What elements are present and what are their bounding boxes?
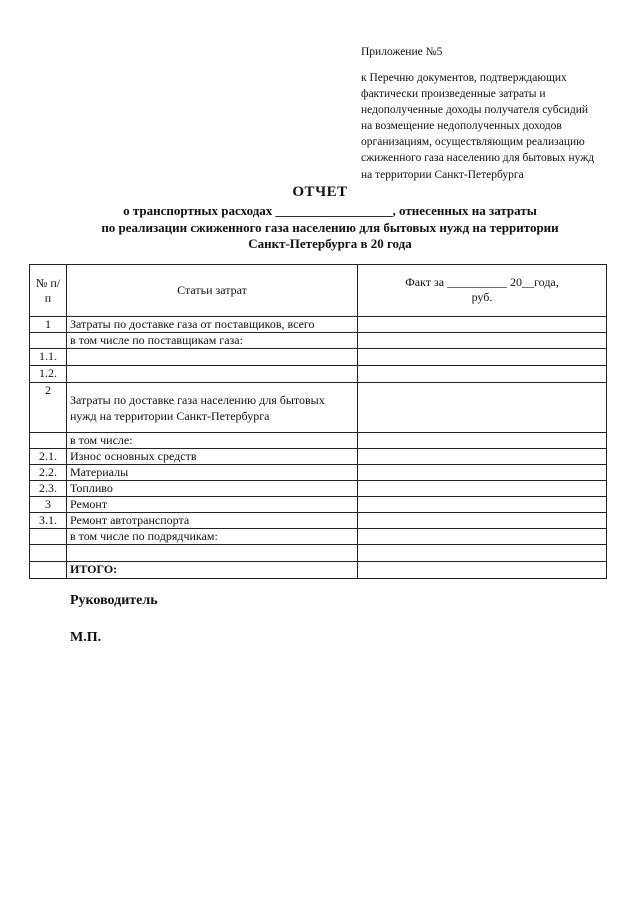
row-number: 2.1. xyxy=(30,449,67,465)
appendix-line: к Перечню документов, подтверждающих xyxy=(361,72,567,84)
subtitle-line: Санкт-Петербурга в 20 года xyxy=(248,236,412,251)
row-fact-cell xyxy=(358,562,607,579)
row-number: 3 xyxy=(30,497,67,513)
table-row xyxy=(30,513,607,529)
row-number xyxy=(30,433,67,449)
subtitle-line: по реализации сжиженного газа населению для бытовых нужд на территории xyxy=(101,219,559,235)
table-row xyxy=(30,333,607,349)
row-item: Затраты по доставке газа от поставщиков, всего xyxy=(67,317,358,333)
row-item-total: ИТОГО: xyxy=(67,562,358,579)
row-item xyxy=(67,366,358,383)
row-fact-cell xyxy=(358,529,607,545)
row-fact-cell xyxy=(358,449,607,465)
row-fact-cell xyxy=(358,317,607,333)
row-item: Ремонт автотранспорта xyxy=(67,513,358,529)
table-row-total xyxy=(30,562,607,579)
appendix-line: на территории Санкт-Петербурга xyxy=(361,168,524,181)
appendix-line: сжиженного газа населению для бытовых нужд xyxy=(361,152,595,165)
report-subtitle xyxy=(20,203,640,253)
subtitle-line: о транспортных расходах __________________, отнесенных на затраты xyxy=(123,203,537,218)
appendix-line: на возмещение недополученных доходов xyxy=(361,120,562,133)
row-item: Затраты по доставке газа населению для бытовых нужд на территории Санкт-Петербурга xyxy=(67,383,358,433)
row-fact-cell xyxy=(358,513,607,529)
signature-head-label: Руководитель xyxy=(70,593,158,608)
appendix-description xyxy=(361,70,623,183)
row-fact-cell xyxy=(358,366,607,383)
row-number: 2 xyxy=(30,383,67,433)
table-row xyxy=(30,449,607,465)
row-number: 3.1. xyxy=(30,513,67,529)
appendix-line: фактически произведенные затраты и xyxy=(361,88,546,101)
row-item xyxy=(67,349,358,366)
stamp-label: М.П. xyxy=(70,630,102,645)
fact-header-period: Факт за __________ 20__года, xyxy=(405,275,559,289)
table-row xyxy=(30,317,607,333)
row-number: 2.3. xyxy=(30,481,67,497)
appendix-number: Приложение №5 xyxy=(361,46,443,58)
table-header-row xyxy=(30,265,607,317)
row-item xyxy=(67,545,358,562)
column-header-item: Статьи затрат xyxy=(67,265,358,317)
table-row xyxy=(30,529,607,545)
table-row xyxy=(30,349,607,366)
table-row xyxy=(30,366,607,383)
table-row xyxy=(30,497,607,513)
appendix-line: организациям, осуществляющим реализацию xyxy=(361,136,585,149)
row-item: Износ основных средств xyxy=(67,449,358,465)
table-row xyxy=(30,465,607,481)
table-row xyxy=(30,481,607,497)
column-header-number: № п/п xyxy=(30,265,67,317)
row-item: в том числе по подрядчикам: xyxy=(67,529,358,545)
row-number: 1 xyxy=(30,317,67,333)
row-number xyxy=(30,545,67,562)
row-number: 2.2. xyxy=(30,465,67,481)
row-item: в том числе по поставщикам газа: xyxy=(67,333,358,349)
row-number: 1.1. xyxy=(30,349,67,366)
report-title: ОТЧЕТ xyxy=(292,184,348,200)
row-item: Материалы xyxy=(67,465,358,481)
row-fact-cell xyxy=(358,545,607,562)
fact-header-unit: руб. xyxy=(471,290,493,304)
row-fact-cell xyxy=(358,333,607,349)
table-row xyxy=(30,545,607,562)
row-item: Топливо xyxy=(67,481,358,497)
table-row xyxy=(30,433,607,449)
cost-table xyxy=(29,264,607,579)
column-header-fact xyxy=(358,265,607,317)
row-fact-cell xyxy=(358,349,607,366)
table-row xyxy=(30,383,607,433)
row-number: 1.2. xyxy=(30,366,67,383)
row-number xyxy=(30,529,67,545)
row-fact-cell xyxy=(358,465,607,481)
row-fact-cell xyxy=(358,433,607,449)
row-fact-cell xyxy=(358,497,607,513)
row-fact-cell xyxy=(358,481,607,497)
row-number xyxy=(30,333,67,349)
row-fact-cell xyxy=(358,383,607,433)
row-item: Ремонт xyxy=(67,497,358,513)
row-number xyxy=(30,562,67,579)
appendix-line: недополученные доходы получателя субсидий xyxy=(361,104,589,117)
row-item: в том числе: xyxy=(67,433,358,449)
